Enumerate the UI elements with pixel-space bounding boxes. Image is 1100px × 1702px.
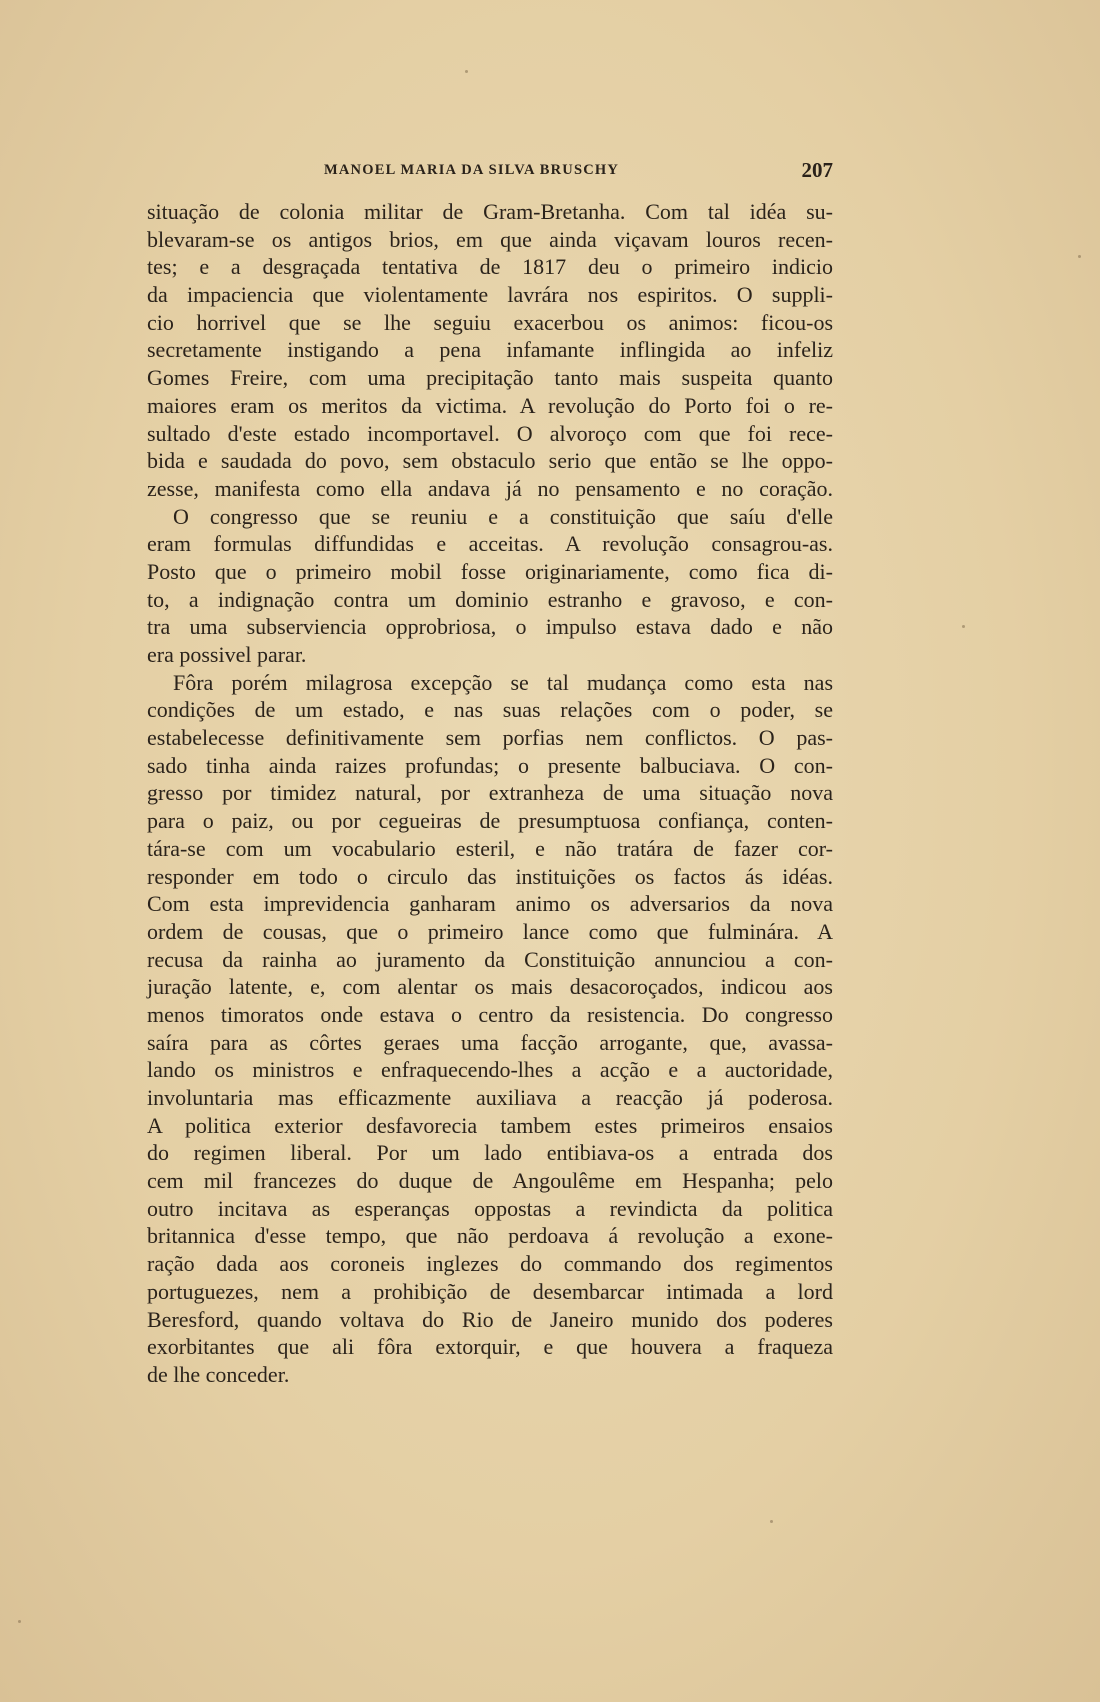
text-line: Gomes Freire, com uma precipitação tanto mais suspeita quanto [147,365,833,391]
text-line: sado tinha ainda raizes profundas; o presente balbuciava. O con- [147,752,833,778]
paper-speck [18,1620,21,1623]
text-line: tára-se com um vocabulario esteril, e não tratára de fazer cor- [147,835,833,861]
text-line: involuntaria mas efficazmente auxiliava a reacção já poderosa. [147,1085,833,1110]
text-line: bida e saudada do povo, sem obstaculo serio que então se lhe oppo- [147,448,833,474]
text-line: to, a indignação contra um dominio estranho e gravoso, e con- [147,586,833,612]
text-line: exorbitantes que ali fôra extorquir, e que houvera a fraqueza [147,1334,833,1360]
text-line: estabelecesse definitivamente sem porfias nem conflictos. O pas- [147,725,833,751]
text-line: secretamente instigando a pena infamante inflingida ao infeliz [147,337,833,363]
paper-speck [465,70,468,73]
text-line: sultado d'este estado incomportavel. O alvoroço com que foi rece- [147,420,833,446]
text-line: lando os ministros e enfraquecendo-lhes a acção e a auctoridade, [147,1057,833,1083]
text-line: britannica d'esse tempo, que não perdoava á revolução a exone- [147,1223,833,1249]
text-line: tes; e a desgraçada tentativa de 1817 deu o primeiro indicio [147,254,833,280]
page-header [147,158,833,188]
text-line: zesse, manifesta como ella andava já no pensamento e no coração. [147,475,833,501]
text-line: saíra para as côrtes geraes uma facção arrogante, que, avassa- [147,1029,833,1055]
running-head: MANOEL MARIA DA SILVA BRUSCHY [324,162,620,178]
text-line: cio horrivel que se lhe seguiu exacerbou os animos: ficou-os [147,309,833,335]
text-line: tra uma subserviencia opprobriosa, o impulso estava dado e não [147,614,833,640]
text-line: Beresford, quando voltava do Rio de Janeiro munido dos poderes [147,1306,833,1332]
paper-speck [1078,255,1081,258]
text-line: eram formulas diffundidas e acceitas. A revolução consagrou-as. [147,531,833,557]
text-line: responder em todo o circulo das instituições os factos ás idéas. [147,863,833,889]
paragraph-3 [147,669,833,1389]
text-line: do regimen liberal. Por um lado entibiava-os a entrada dos [147,1140,833,1166]
text-line: menos timoratos onde estava o centro da resistencia. Do congresso [147,1001,833,1027]
text-line: era possivel parar. [147,642,307,667]
text-line: para o paiz, ou por cegueiras de presumptuosa confiança, conten- [147,808,833,834]
text-line: de lhe conceder. [147,1361,290,1387]
paper-speck [962,625,965,628]
text-line: juração latente, e, com alentar os mais desacoroçados, indicou aos [147,974,833,1000]
body-text [147,198,833,1389]
text-line: O congresso que se reuniu e a constituição que saíu d'elle [173,503,833,529]
text-line: situação de colonia militar de Gram-Bretanha. Com tal idéa su- [147,199,833,224]
page-number: 207 [801,158,833,182]
text-line: recusa da rainha ao juramento da Constituição annunciou a con- [147,946,833,972]
text-line: A politica exterior desfavorecia tambem estes primeiros ensaios [147,1112,833,1138]
text-line: blevaram-se os antigos brios, em que ainda viçavam louros recen- [147,226,833,252]
text-line: portuguezes, nem a prohibição de desembarcar intimada a lord [147,1278,833,1304]
text-line: ração dada aos coroneis inglezes do commando dos regimentos [147,1251,833,1277]
text-line: Fôra porém milagrosa excepção se tal mudança como esta nas [173,669,833,695]
text-line: gresso por timidez natural, por extranheza de uma situação nova [147,780,833,806]
paragraph-1 [147,198,833,503]
text-line: cem mil francezes do duque de Angoulême em Hespanha; pelo [147,1168,833,1194]
paper-speck [770,1520,773,1523]
text-line: ordem de cousas, que o primeiro lance como que fulminára. A [147,918,833,944]
paragraph-2 [147,503,833,669]
text-line: da impaciencia que violentamente lavrára nos espiritos. O suppli- [147,282,833,308]
text-line: Posto que o primeiro mobil fosse originariamente, como fica di- [147,558,833,584]
text-line: outro incitava as esperanças oppostas a revindicta da politica [147,1195,833,1221]
text-line: maiores eram os meritos da victima. A revolução do Porto foi o re- [147,392,833,418]
text-line: Com esta imprevidencia ganharam animo os adversarios da nova [147,891,833,917]
text-line: condições de um estado, e nas suas relações com o poder, se [147,697,833,723]
